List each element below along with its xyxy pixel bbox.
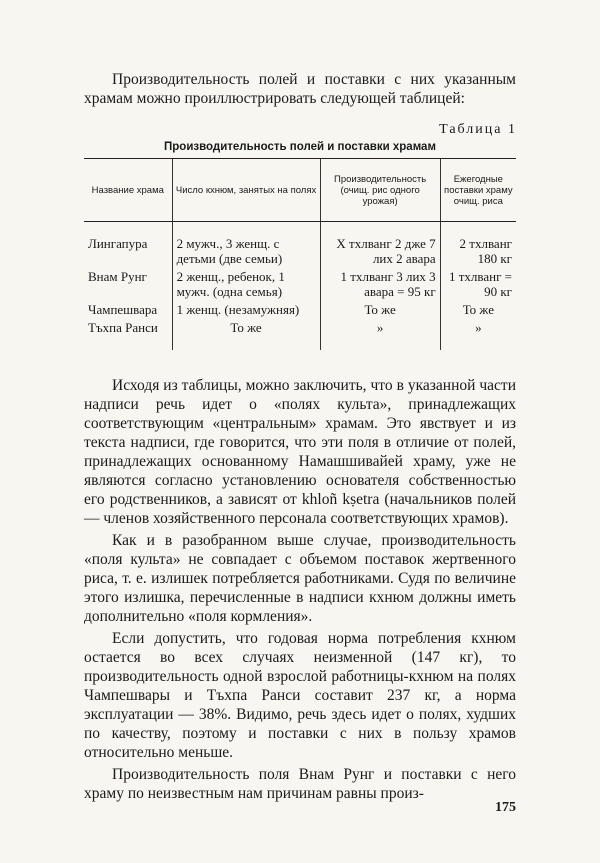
table-row: [84, 222, 516, 267]
table-row: [84, 299, 516, 317]
cell-deliveries: То же: [440, 299, 516, 317]
header-temple-name: Название храма: [84, 159, 172, 222]
paragraph: Исходя из таблицы, можно заключить, что в указанной части надписи речь идет о «полях культа», принадлежащих соответствующим «центральным» храмам. Это явствует и из текста надписи, где говорится, что эти поля в отличие от полей, принадлежащих основанному Намашшивайей храму, уже не являются согласно установлению основателя собственностью его родственников, а зависят от khloñ kṣetra (начальников полей — членов хозяйственного персонала соответствующих храмов).: [84, 377, 516, 527]
header-deliveries: Ежегодные поставки храму очищ. риса: [440, 159, 516, 222]
cell-deliveries: 1 тхлванг = 90 кг: [440, 266, 516, 299]
cell-temple: Лингапура: [88, 236, 148, 251]
cell-workers: 2 женщ., ребенок, 1 мужч. (одна семья): [172, 266, 320, 299]
table-caption: Производительность полей и поставки храмам: [164, 141, 436, 153]
table-row: [84, 317, 516, 350]
cell-productivity: Х тхлванг 2 дже 7 лих 2 авара: [320, 222, 440, 267]
cell-temple: Тъхпа Ранси: [88, 320, 158, 335]
page-number: 175: [495, 800, 516, 815]
cell-deliveries: »: [440, 317, 516, 350]
header-productivity: Производительность (очищ. рис одного урожая): [320, 159, 440, 222]
cell-deliveries: 2 тхлванг 180 кг: [440, 222, 516, 267]
cell-temple: Внам Рунг: [88, 269, 147, 284]
intro-paragraph: Производительность полей и поставки с них указанным храмам можно проиллюстрировать следующей таблицей:: [84, 71, 516, 107]
cell-workers: 2 мужч., 3 женщ. с детьми (две семьи): [172, 222, 320, 267]
cell-productivity: 1 тхлванг 3 лих 3 авара = 95 кг: [320, 266, 440, 299]
cell-workers: То же: [172, 317, 320, 350]
cell-productivity: »: [320, 317, 440, 350]
paragraph: Как и в разобранном выше случае, производительность «поля культа» не совпадает с объемом поставок жертвенного риса, т. е. излишек потребляется работниками. Судя по величине этого излишка, перечисленные в надписи кхнюм должны иметь дополнительно «поля кормления».: [84, 532, 516, 625]
cell-temple: Чампешвара: [88, 302, 158, 317]
table-row: [84, 266, 516, 299]
cell-productivity: То же: [320, 299, 440, 317]
body-text: [84, 376, 516, 806]
paragraph: Производительность поля Внам Рунг и поставки с него храму по неизвестным нам причинам равны произ-: [84, 766, 516, 802]
header-workers: Число кхнюм, занятых на полях: [172, 159, 320, 222]
table-number: Таблица 1: [439, 122, 517, 137]
table-header-row: [84, 159, 516, 222]
paragraph: Если допустить, что годовая норма потребления кхнюм остается во всех случаях неизменной (147 кг), то производительность одной взрослой работницы-кхнюм на полях Чампешвары и Тъхпа Ранси составит 237 кг, а норма эксплуатации — 38%. Видимо, речь здесь идет о полях, худших по качеству, поэтому и поставки с них в пользу храмов относительно меньше.: [84, 630, 516, 761]
productivity-table: [84, 158, 516, 350]
cell-workers: 1 женщ. (незамужняя): [172, 299, 320, 317]
